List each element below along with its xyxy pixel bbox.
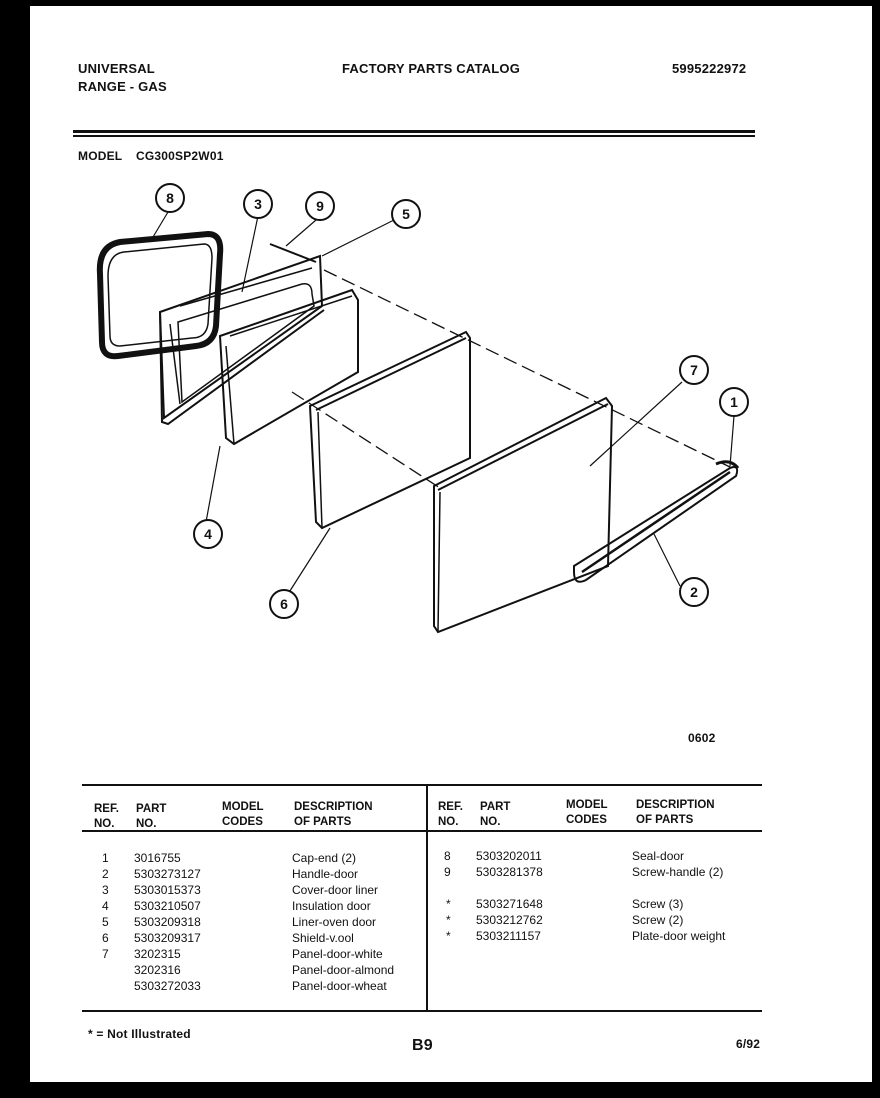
catalog-number: 5995222972 [672, 61, 747, 76]
table-rule-header [82, 830, 762, 832]
not-illustrated-note: * = Not Illustrated [88, 1027, 191, 1041]
table-column-divider [426, 784, 428, 1012]
table-rule-bottom [82, 1010, 762, 1012]
callout-6: 6 [280, 596, 288, 612]
brand-line-2: RANGE - GAS [78, 79, 167, 94]
catalog-title: FACTORY PARTS CATALOG [342, 61, 521, 76]
header-ref-no-right: REF. NO. [438, 801, 463, 828]
model-label: MODEL [78, 149, 123, 163]
callout-3: 3 [254, 196, 262, 212]
table-rule-top [82, 784, 762, 786]
header-model-codes-left: MODEL CODES [222, 801, 264, 828]
catalog-page: UNIVERSAL RANGE - GAS FACTORY PARTS CATALOG 5995222972 MODEL CG300SP2W01 8 3 9 5 7 1 4 6 2 0602 REF. NO. PART NO. MODEL CODES DESCRIPTION OF PARTS REF. NO. PART NO. MODEL CODES DESCRIPTION OF PARTS 1 3016755 Cap-end (2) 2 5303273127 Handle-door 3 5303015373 Cover-door liner 4 5303210507 Insulation door 5 5303209318 Liner-oven door 6 5303209317 Shield-v.ool 7 3202315 Panel-door-white 3202316 Panel-door-almond 5303272033 Panel-door-wheat 8 5303202011 Seal-door 9 5303281378 Screw-handle (2) * 5303271648 Screw (3) * 5303212762 Screw (2) * 5303211157 Plate-door weight * = Not Illustrated B9 6/92 [30, 6, 872, 1082]
exploded-door-diagram [30, 6, 872, 766]
header-model-codes-right: MODEL CODES [566, 799, 608, 826]
callout-9: 9 [316, 198, 324, 214]
callout-7: 7 [690, 362, 698, 378]
model-value: CG300SP2W01 [136, 149, 224, 163]
header-description-right: DESCRIPTION OF PARTS [636, 799, 715, 826]
door-liner-frame [160, 256, 322, 418]
header-part-no-right: PART NO. [480, 801, 511, 828]
outer-door-panel [434, 398, 612, 632]
shield-panel [310, 332, 470, 528]
callout-5: 5 [402, 206, 410, 222]
header-part-no-left: PART NO. [136, 803, 167, 830]
catalog-date: 6/92 [736, 1037, 761, 1051]
figure-code: 0602 [688, 731, 716, 745]
header-ref-no-left: REF. NO. [94, 803, 119, 830]
callout-8: 8 [166, 190, 174, 206]
callout-4: 4 [204, 526, 212, 542]
header-description-left: DESCRIPTION OF PARTS [294, 801, 373, 828]
callout-1: 1 [730, 394, 738, 410]
page-number: B9 [412, 1037, 433, 1054]
brand-line-1: UNIVERSAL [78, 61, 155, 76]
callout-2: 2 [690, 584, 698, 600]
